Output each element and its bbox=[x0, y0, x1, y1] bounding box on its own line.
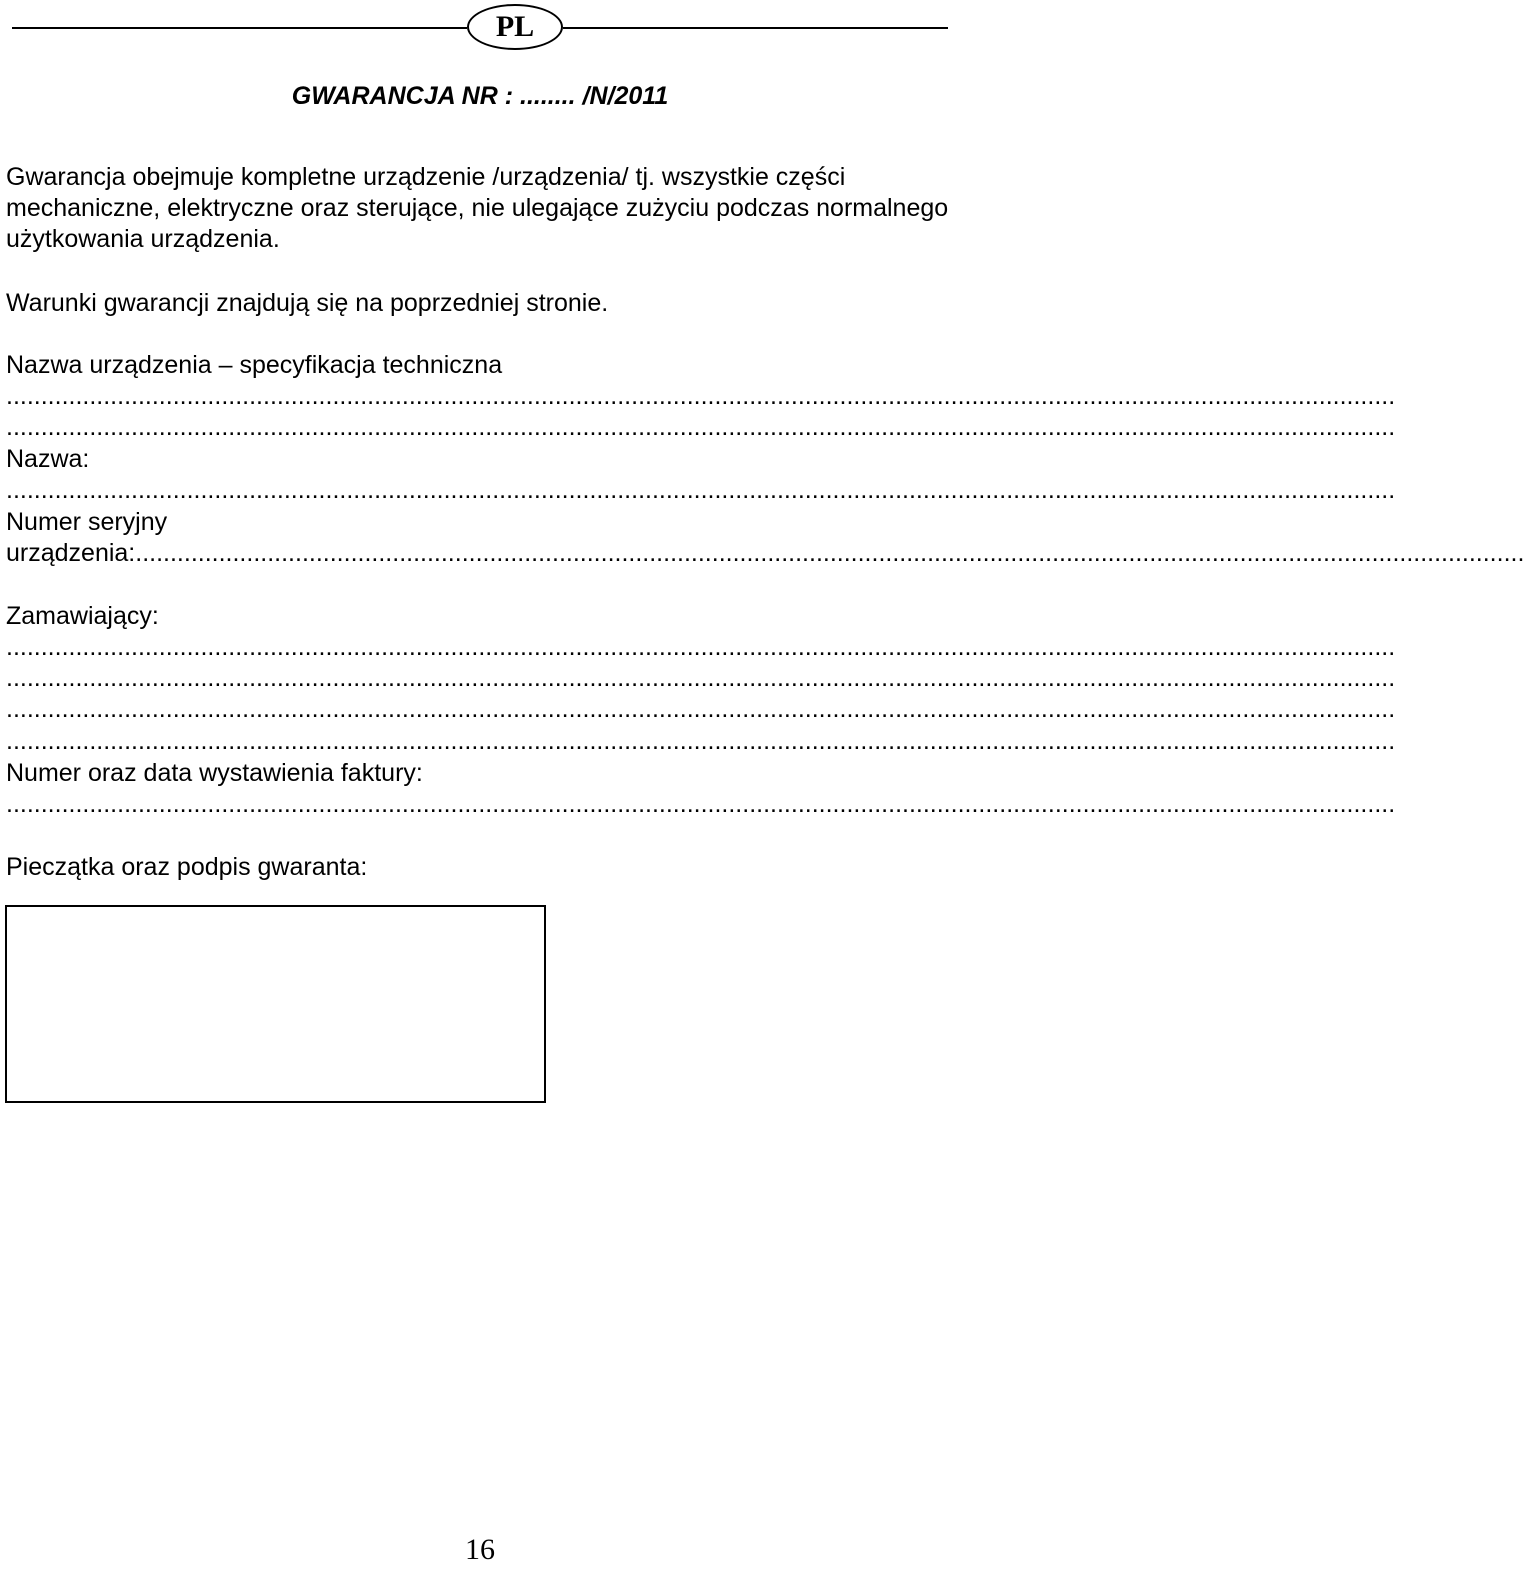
serial-label: Numer seryjny bbox=[6, 508, 168, 536]
name-line[interactable]: ........................................................................................................................................................................................................ bbox=[6, 476, 1396, 504]
orderer-label: Zamawiający: bbox=[6, 602, 159, 630]
header-rule-right bbox=[563, 27, 948, 29]
name-label: Nazwa: bbox=[6, 445, 90, 473]
language-badge: PL bbox=[467, 4, 563, 50]
conditions-note: Warunki gwarancji znajdują się na poprzedniej stronie. bbox=[6, 289, 609, 317]
orderer-line-2[interactable]: ........................................................................................................................................................................................................ bbox=[6, 664, 1396, 692]
orderer-line-3[interactable]: ........................................................................................................................................................................................................ bbox=[6, 695, 1396, 723]
stamp-label: Pieczątka oraz podpis gwaranta: bbox=[6, 853, 368, 881]
stamp-signature-box[interactable] bbox=[5, 905, 546, 1103]
serial-line[interactable] bbox=[6, 538, 1524, 569]
header-rule-left bbox=[12, 27, 467, 29]
device-spec-line-1[interactable]: ........................................................................................................................................................................................................ bbox=[6, 382, 1396, 410]
invoice-line[interactable]: ........................................................................................................................................................................................................ bbox=[6, 790, 1396, 818]
device-spec-label: Nazwa urządzenia – specyfikacja techniczna bbox=[6, 351, 503, 379]
orderer-line-1[interactable]: ........................................................................................................................................................................................................ bbox=[6, 633, 1396, 661]
serial-dots: ........................................................................................................................................................................................................ bbox=[135, 539, 1524, 567]
warranty-title: GWARANCJA NR : ........ /N/2011 bbox=[291, 82, 669, 110]
device-spec-line-2[interactable]: ........................................................................................................................................................................................................ bbox=[6, 413, 1396, 441]
serial-label-cont: urządzenia: bbox=[6, 539, 136, 567]
orderer-line-4[interactable]: ........................................................................................................................................................................................................ bbox=[6, 727, 1396, 755]
invoice-label: Numer oraz data wystawienia faktury: bbox=[6, 759, 423, 787]
warranty-intro: Gwarancja obejmuje kompletne urządzenie /urządzenia/ tj. wszystkie części mechaniczne, elektryczne oraz sterujące, nie ulegające zużyciu podczas normalnego użytkowania urządzenia. bbox=[6, 163, 949, 253]
page-number: 16 bbox=[465, 1533, 495, 1566]
